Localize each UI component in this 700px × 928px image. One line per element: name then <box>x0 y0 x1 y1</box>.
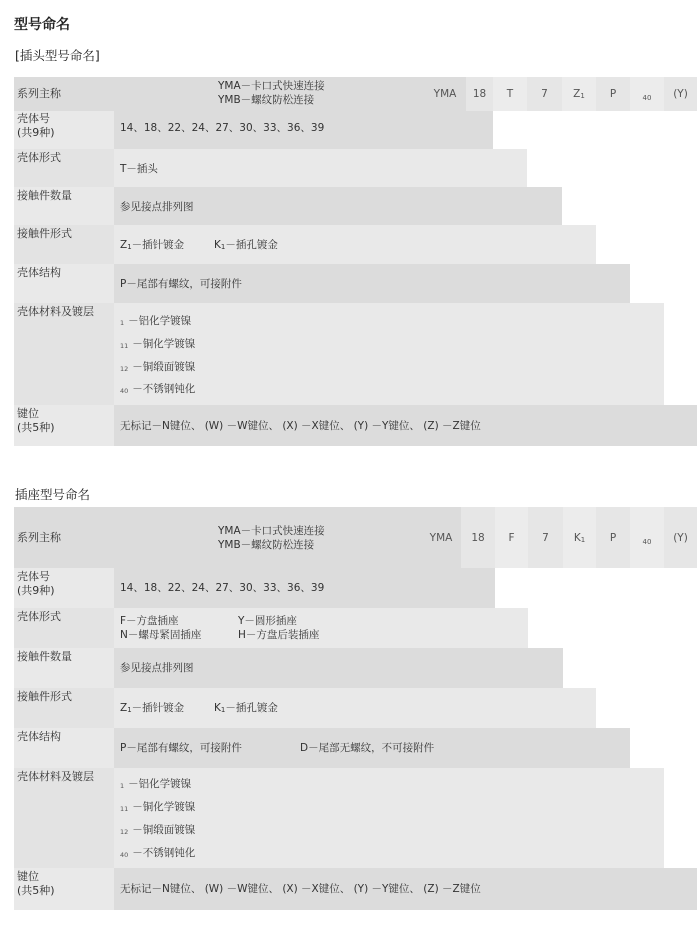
page-title: 型号命名 <box>14 17 70 33</box>
socket-material-40: 40 －不锈钢钝化 <box>120 847 196 859</box>
plug-series-value-2: YMB－螺纹防松连接 <box>218 94 315 106</box>
plug-label-key: 键位 <box>17 407 39 420</box>
plug-shell-type-value: T－插头 <box>120 163 158 175</box>
plug-code-material: 40 <box>642 94 652 102</box>
socket-code-key: (Y) <box>673 532 688 544</box>
plug-shell-number-values: 14、18、22、24、27、30、33、36、39 <box>120 122 325 134</box>
plug-label-contact-count: 接触件数量 <box>17 189 72 202</box>
plug-code-contact-type: Z1 <box>573 88 585 100</box>
socket-label-shell-structure: 壳体结构 <box>17 730 61 743</box>
plug-code-contact-count: 7 <box>541 88 548 100</box>
socket-code-material: 40 <box>642 538 652 546</box>
socket-shell-type-f: F－方盘插座 <box>120 615 179 627</box>
socket-code-shell-type: F <box>508 532 515 544</box>
plug-code-structure: P <box>609 88 617 100</box>
socket-label-shell-type: 壳体形式 <box>17 610 61 623</box>
socket-section-title: 插座型号命名 <box>15 487 91 502</box>
plug-code-shell: 18 <box>472 88 487 100</box>
socket-label-material: 壳体材料及镀层 <box>17 770 94 783</box>
plug-contact-count-value: 参见接点排列图 <box>120 201 194 213</box>
plug-label-contact-type: 接触件形式 <box>17 227 72 240</box>
socket-shell-structure-d: D－尾部无螺纹，不可接附件 <box>300 742 435 754</box>
plug-material-12: 12 －铜缎面镀镍 <box>120 361 196 373</box>
plug-key-values: 无标记－N键位、 (W) －W键位、 (X) －X键位、 (Y) －Y键位、 (Z) －Z键位 <box>120 420 481 432</box>
plug-material-1: 1 －铝化学镀镍 <box>120 315 192 327</box>
plug-section-title: [插头型号命名] <box>15 48 100 63</box>
socket-code-series: YMA <box>429 532 453 544</box>
plug-label-shell-structure: 壳体结构 <box>17 266 61 279</box>
socket-code-contact-count: 7 <box>542 532 549 544</box>
socket-label-series: 系列主称 <box>17 531 61 544</box>
plug-series-value-1: YMA－卡口式快速连接 <box>218 80 325 92</box>
plug-material-40: 40 －不锈钢钝化 <box>120 383 196 395</box>
socket-series-value-1: YMA－卡口式快速连接 <box>218 525 325 537</box>
socket-code-structure: P <box>609 532 617 544</box>
socket-code-shell: 18 <box>471 532 485 544</box>
plug-code-series: YMA <box>433 88 457 100</box>
plug-contact-type-socket: K1－插孔镀金 <box>214 239 278 251</box>
plug-material-11: 11 －铜化学镀镍 <box>120 338 196 350</box>
socket-shell-number-values: 14、18、22、24、27、30、33、36、39 <box>120 582 325 594</box>
socket-label-key-count: (共5种) <box>17 884 55 897</box>
socket-label-shell-number: 壳体号 <box>17 570 50 583</box>
socket-label-shell-number-count: (共9种) <box>17 584 55 597</box>
socket-material-12: 12 －铜缎面镀镍 <box>120 824 196 836</box>
socket-contact-type-socket: K1－插孔镀金 <box>214 702 278 714</box>
plug-code-key: (Y) <box>673 88 688 100</box>
socket-key-values: 无标记－N键位、 (W) －W键位、 (X) －X键位、 (Y) －Y键位、 (Z) －Z键位 <box>120 883 481 895</box>
socket-shell-type-h: H－方盘后装插座 <box>238 629 320 641</box>
socket-label-key: 键位 <box>17 870 39 883</box>
socket-contact-type-pin: Z1－插针镀金 <box>120 702 185 714</box>
plug-code-shell-type: T <box>506 88 514 100</box>
socket-material-11: 11 －铜化学镀镍 <box>120 801 196 813</box>
socket-code-contact-type: K1 <box>573 532 586 544</box>
plug-label-series: 系列主称 <box>17 87 61 100</box>
socket-shell-type-n: N－螺母紧固插座 <box>120 629 202 641</box>
plug-label-shell-type: 壳体形式 <box>17 151 61 164</box>
socket-series-value-2: YMB－螺纹防松连接 <box>218 539 315 551</box>
socket-label-contact-type: 接触件形式 <box>17 690 72 703</box>
socket-shell-type-y: Y－圆形插座 <box>238 615 297 627</box>
plug-label-key-count: (共5种) <box>17 421 55 434</box>
socket-material-1: 1 －铝化学镀镍 <box>120 778 192 790</box>
plug-shell-structure-value: P－尾部有螺纹，可接附件 <box>120 278 242 290</box>
plug-label-shell-number: 壳体号 <box>17 112 50 125</box>
socket-label-contact-count: 接触件数量 <box>17 650 72 663</box>
socket-shell-structure-p: P－尾部有螺纹，可接附件 <box>120 742 242 754</box>
plug-label-shell-number-count: (共9种) <box>17 126 55 139</box>
socket-contact-count-value: 参见接点排列图 <box>120 662 194 674</box>
plug-contact-type-pin: Z1－插针镀金 <box>120 239 185 251</box>
plug-label-material: 壳体材料及镀层 <box>17 305 94 318</box>
